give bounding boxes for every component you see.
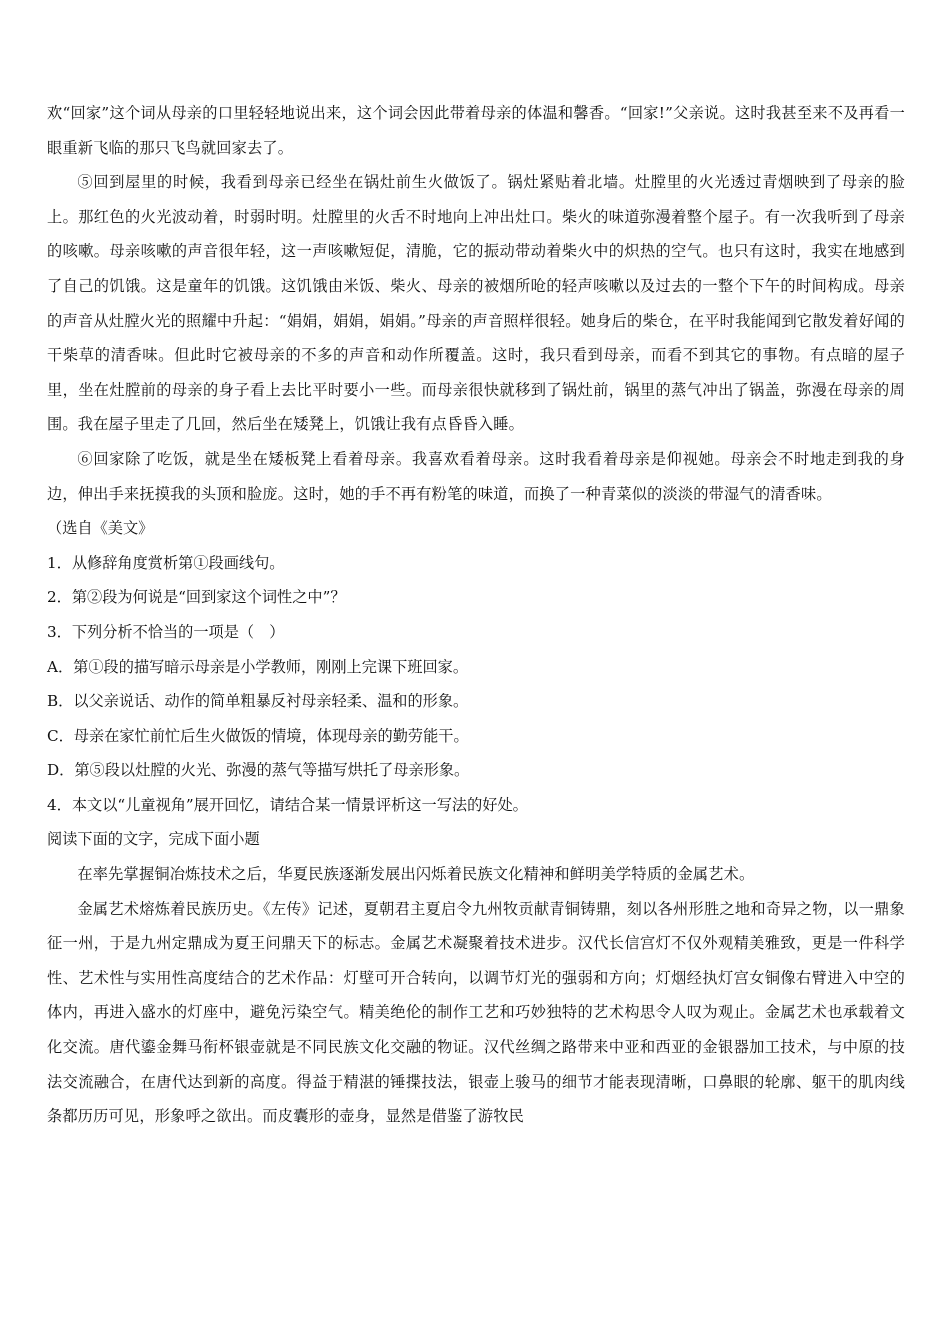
passage1-paragraph-continued: 欢“回家”这个词从母亲的口里轻轻地说出来，这个词会因此带着母亲的体温和馨香。“回家!”父亲说。这时我甚至来不及再看一眼重新飞临的那只飞鸟就回家去了。 — [47, 104, 905, 157]
passage2-paragraph-2: 金属艺术熔炼着民族历史。《左传》记述，夏朝君主夏启令九州牧贡献青铜铸鼎，刻以各州形胜之地和奇异之物，以一鼎象征一州，于是九州定鼎成为夏王问鼎天下的标志。金属艺术凝聚着技术进步。汉代长信宫灯不仅外观精美雅致，更是一件科学性、艺术性与实用性高度结合的艺术作品：灯壁可开合转向，以调节灯光的强弱和方向；灯烟经执灯宫女铜像右臂进入中空的体内，再进入盛水的灯座中，避免污染空气。精美绝伦的制作工艺和巧妙独特的艺术构思令人叹为观止。金属艺术也承载着文化交流。唐代鎏金舞马衔杯银壶就是不同民族文化交融的物证。汉代丝绸之路带来中亚和西亚的金银器加工技术，与中原的技法交流融合，在唐代达到新的高度。得益于精湛的锤揲技法，银壶上骏马的细节才能表现清晰，口鼻眼的轮廓、躯干的肌肉线条都历历可见，形象呼之欲出。而皮囊形的壶身，显然是借鉴了游牧民 — [47, 899, 905, 1126]
passage2-instruction: 阅读下面的文字，完成下面小题 — [47, 830, 260, 849]
question-1: 1．从修辞角度赏析第①段画线句。 — [47, 553, 285, 572]
passage2-paragraph-1: 在率先掌握铜冶炼技术之后，华夏民族逐渐发展出闪烁着民族文化精神和鲜明美学特质的金属艺术。 — [77, 865, 755, 884]
question-3: 3．下列分析不恰当的一项是（ ） — [47, 622, 285, 641]
question-2: 2．第②段为何说是“回到家这个词性之中”？ — [47, 588, 346, 607]
option-b: B．以父亲说话、动作的简单粗暴反衬母亲轻柔、温和的形象。 — [47, 692, 469, 711]
option-c: C．母亲在家忙前忙后生火做饭的情境，体现母亲的勤劳能干。 — [47, 726, 469, 745]
passage1-source: （选自《美文》 — [47, 519, 154, 538]
passage1-paragraph-6: ⑥回家除了吃饭，就是坐在矮板凳上看着母亲。我喜欢看着母亲。这时我看着母亲是仰视她。母亲会不时地走到我的身边，伸出手来抚摸我的头顶和脸庞。这时，她的手不再有粉笔的味道，而换了一种青菜似的淡淡的带湿气的清香味。 — [47, 449, 905, 503]
option-a: A．第①段的描写暗示母亲是小学教师，刚刚上完课下班回家。 — [47, 657, 469, 676]
document-page — [47, 96, 905, 1134]
option-d: D．第⑤段以灶膛的火光、弥漫的蒸气等描写烘托了母亲形象。 — [47, 761, 470, 780]
question-4: 4．本文以“儿童视角”展开回忆，请结合某一情景评析这一写法的好处。 — [47, 795, 528, 814]
passage1-paragraph-5: ⑤回到屋里的时候，我看到母亲已经坐在锅灶前生火做饭了。锅灶紧贴着北墙。灶膛里的火光透过青烟映到了母亲的脸上。那红色的火光波动着，时弱时明。灶膛里的火舌不时地向上冲出灶口。柴火的味道弥漫着整个屋子。有一次我听到了母亲的咳嗽。母亲咳嗽的声音很年轻，这一声咳嗽短促，清脆，它的振动带动着柴火中的炽热的空气。也只有这时，我实在地感到了自己的饥饿。这是童年的饥饿。这饥饿由米饭、柴火、母亲的被烟所呛的轻声咳嗽以及过去的一整个下午的时间构成。母亲的声音从灶膛火光的照耀中升起：“娟娟，娟娟，娟娟。”母亲的声音照样很轻。她身后的柴仓，在平时我能闻到它散发着好闻的干柴草的清香味。但此时它被母亲的不多的声音和动作所覆盖。这时，我只看到母亲，而看不到其它的事物。有点暗的屋子里，坐在灶膛前的母亲的身子看上去比平时要小一些。而母亲很快就移到了锅灶前，锅里的蒸气冲出了锅盖，弥漫在母亲的周围。我在屋子里走了几回，然后坐在矮凳上，饥饿让我有点昏昏入睡。 — [47, 173, 905, 434]
